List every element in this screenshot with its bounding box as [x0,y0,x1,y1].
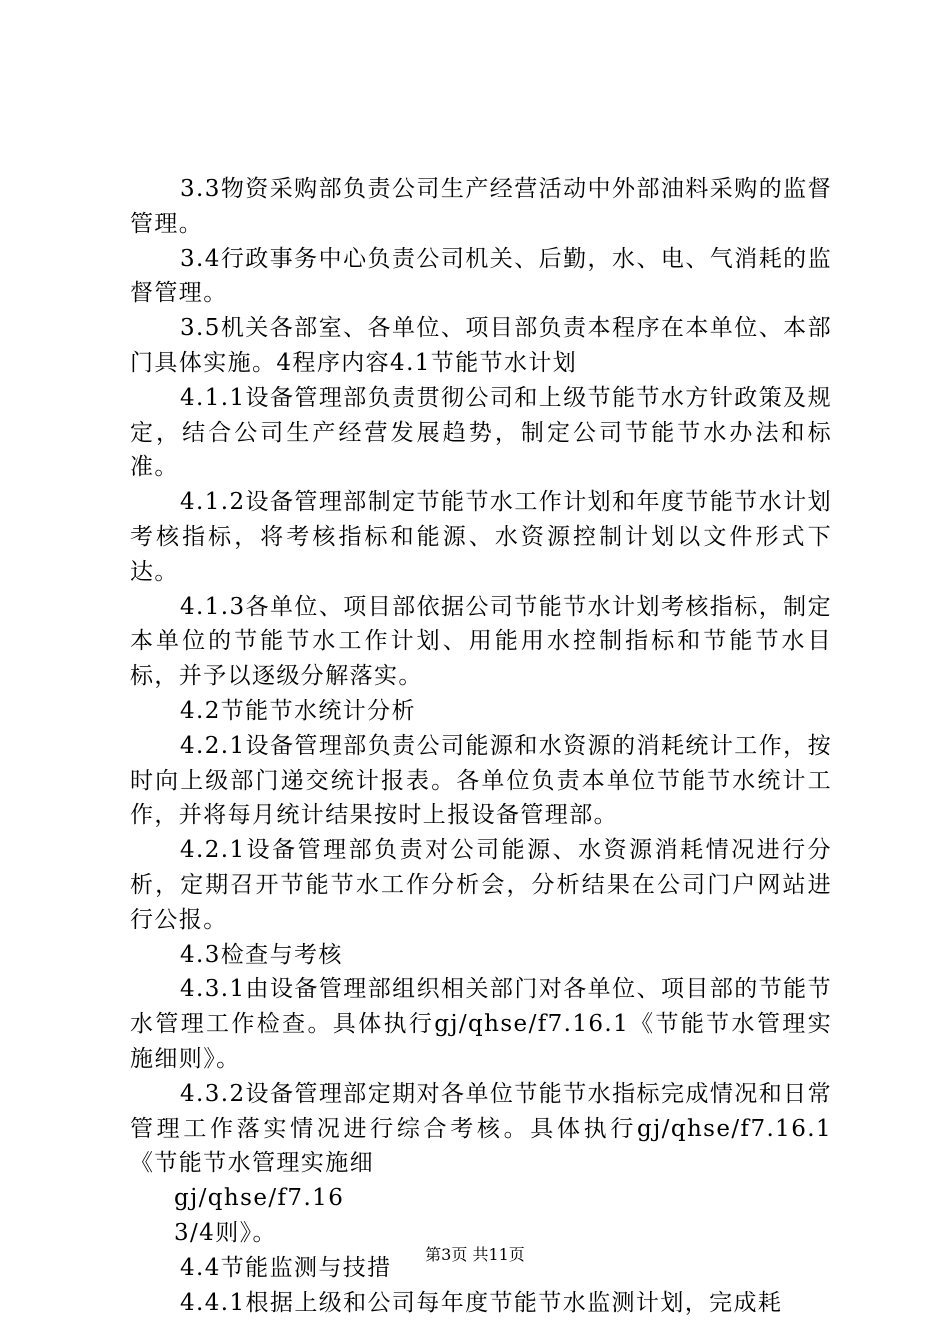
page-footer: 第3页 共11页 [425,1245,525,1264]
paragraph-4-2-1-a: 4.2.1设备管理部负责公司能源和水资源的消耗统计工作，按时向上级部门递交统计报表。各单位负责本单位节能节水统计工作，并将每月统计结果按时上报设备管理部。 [130,732,832,829]
section-heading-4-4: 4.4节能监测与技措 [180,1254,392,1281]
section-heading-4-2: 4.2节能节水统计分析 [180,697,416,724]
paragraph-4-3-2: 4.3.2设备管理部定期对各单位节能节水指标完成情况和日常管理工作落实情况进行综合考核。具体执行gj/qhse/f7.16.1《节能节水管理实施细 [130,1080,832,1177]
paragraph-4-2-1-b: 4.2.1设备管理部负责对公司能源、水资源消耗情况进行分析，定期召开节能节水工作分析会，分析结果在公司门户网站进行公报。 [130,837,832,933]
paragraph-4-1-2: 4.1.2设备管理部制定节能节水工作计划和年度节能节水计划考核指标，将考核指标和能源、水资源控制计划以文件形式下达。 [130,489,832,585]
fragment-document-code: gj/qhse/f7.16 [174,1185,345,1212]
paragraph-3-5: 3.5机关各部室、各单位、项目部负责本程序在本单位、本部门具体实施。4程序内容4.1节能节水计划 [130,315,832,376]
paragraph-4-1-3: 4.1.3各单位、项目部依据公司节能节水计划考核指标，制定本单位的节能节水工作计划、用能用水控制指标和节能节水目标，并予以逐级分解落实。 [130,593,832,690]
paragraph-4-3-1: 4.3.1由设备管理部组织相关部门对各单位、项目部的节能节水管理工作检查。具体执行gj/qhse/f7.16.1《节能节水管理实施细则》。 [130,976,832,1072]
document-body [130,172,832,1320]
paragraph-4-4-1: 4.4.1根据上级和公司每年度节能节水监测计划，完成耗 [180,1289,783,1316]
section-heading-4-3: 4.3检查与考核 [180,941,343,968]
fragment-page-ratio: 3/4则》。 [174,1219,277,1246]
paragraph-3-4: 3.4行政事务中心负责公司机关、后勤，水、电、气消耗的监督管理。 [130,245,832,307]
paragraph-3-3: 3.3物资采购部负责公司生产经营活动中外部油料采购的监督管理。 [130,176,832,237]
paragraph-4-1-1: 4.1.1设备管理部负责贯彻公司和上级节能节水方针政策及规定，结合公司生产经营发展趋势，制定公司节能节水办法和标准。 [130,384,832,481]
